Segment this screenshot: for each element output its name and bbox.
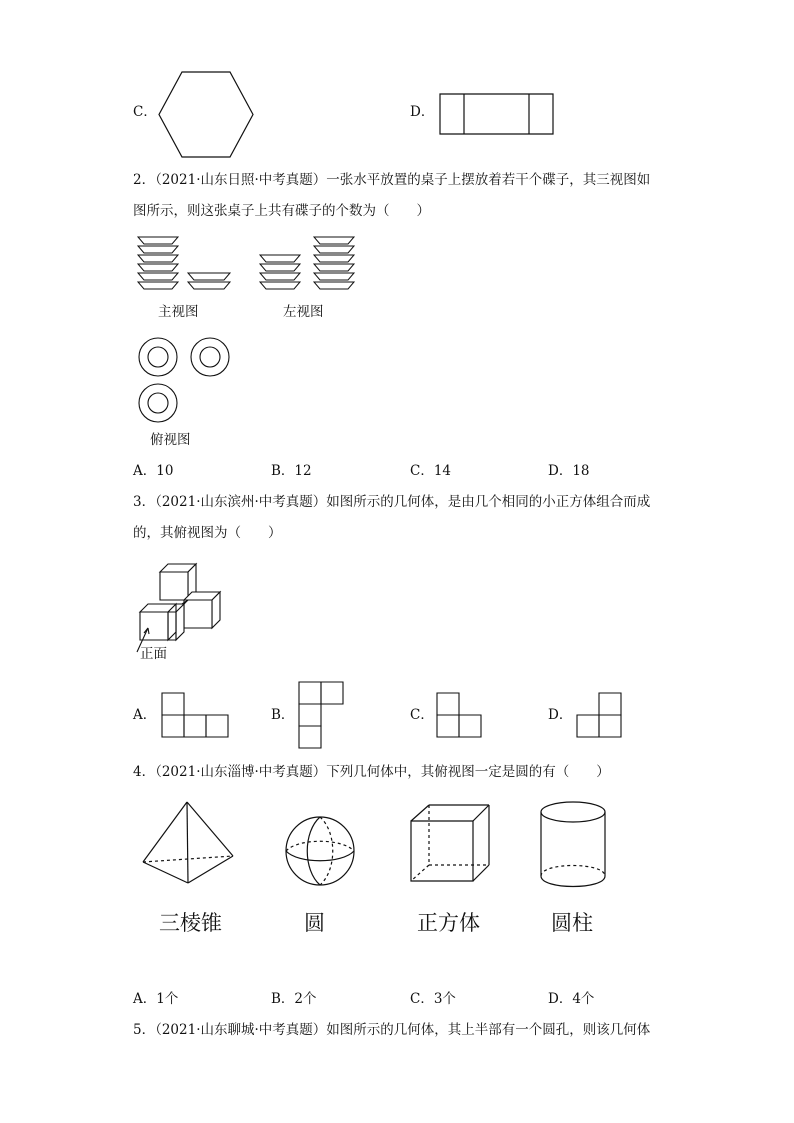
q2-stem-line1: 2．（2021·山东日照·中考真题）一张水平放置的桌子上摆放着若干个碟子，其三视图如 bbox=[133, 172, 651, 188]
q2-option-a[interactable]: A．10 bbox=[133, 463, 174, 479]
q2-top-view-label: 俯视图 bbox=[150, 432, 191, 448]
q3-option-b-label[interactable]: B． bbox=[271, 707, 295, 723]
q3-option-a-label[interactable]: A． bbox=[133, 707, 157, 723]
q5-stem-line1: 5．（2021·山东聊城·中考真题）如图所示的几何体，其上半部有一个圆孔，则该几何体 bbox=[133, 1022, 651, 1038]
q2-option-b[interactable]: B．12 bbox=[271, 463, 312, 479]
plates-top-view-figure bbox=[137, 336, 233, 424]
q4-shape-label-cylinder: 圆柱 bbox=[551, 911, 593, 935]
q3-option-d-label[interactable]: D． bbox=[548, 707, 573, 723]
q1-option-c-label: C． bbox=[133, 104, 157, 120]
q2-option-d[interactable]: D．18 bbox=[548, 463, 590, 479]
q3-front-label: 正面 bbox=[140, 646, 167, 662]
q2-front-view-label: 主视图 bbox=[158, 304, 199, 320]
q4-option-c[interactable]: C．3个 bbox=[410, 991, 456, 1007]
plates-front-view-figure bbox=[136, 235, 232, 295]
q2-left-view-label: 左视图 bbox=[283, 304, 324, 320]
plates-left-view-figure bbox=[258, 235, 358, 295]
q3-stem-line2: 的，其俯视图为（ ） bbox=[133, 525, 282, 541]
cube-figure bbox=[409, 803, 491, 883]
q2-stem-line2: 图所示，则这张桌子上共有碟子的个数为（ ） bbox=[133, 203, 430, 219]
sphere-figure bbox=[283, 814, 357, 888]
q3-option-d-grid[interactable] bbox=[576, 692, 626, 739]
q4-shape-label-pyramid: 三棱锥 bbox=[159, 911, 222, 935]
q3-option-c-grid[interactable] bbox=[436, 692, 486, 739]
q1-option-d-label: D． bbox=[410, 104, 435, 120]
q4-option-d[interactable]: D．4个 bbox=[548, 991, 595, 1007]
q3-option-c-label[interactable]: C． bbox=[410, 707, 434, 723]
triangular-pyramid-figure bbox=[140, 800, 236, 886]
q4-shape-label-cube: 正方体 bbox=[417, 911, 480, 935]
q3-stem-line1: 3．（2021·山东滨州·中考真题）如图所示的几何体，是由几个相同的小正方体组合而成 bbox=[133, 494, 651, 510]
q4-shape-label-sphere: 圆 bbox=[304, 911, 325, 935]
rectangle-three-panels-figure bbox=[439, 93, 554, 135]
q3-option-b-grid[interactable] bbox=[298, 681, 346, 751]
cylinder-figure bbox=[538, 800, 608, 890]
hexagon-figure bbox=[158, 71, 254, 158]
q4-stem-line1: 4．（2021·山东淄博·中考真题）下列几何体中，其俯视图一定是圆的有（ ） bbox=[133, 764, 610, 780]
q3-option-a-grid[interactable] bbox=[161, 692, 231, 739]
q2-option-c[interactable]: C．14 bbox=[410, 463, 452, 479]
q4-option-a[interactable]: A．1个 bbox=[133, 991, 179, 1007]
q4-option-b[interactable]: B．2个 bbox=[271, 991, 317, 1007]
